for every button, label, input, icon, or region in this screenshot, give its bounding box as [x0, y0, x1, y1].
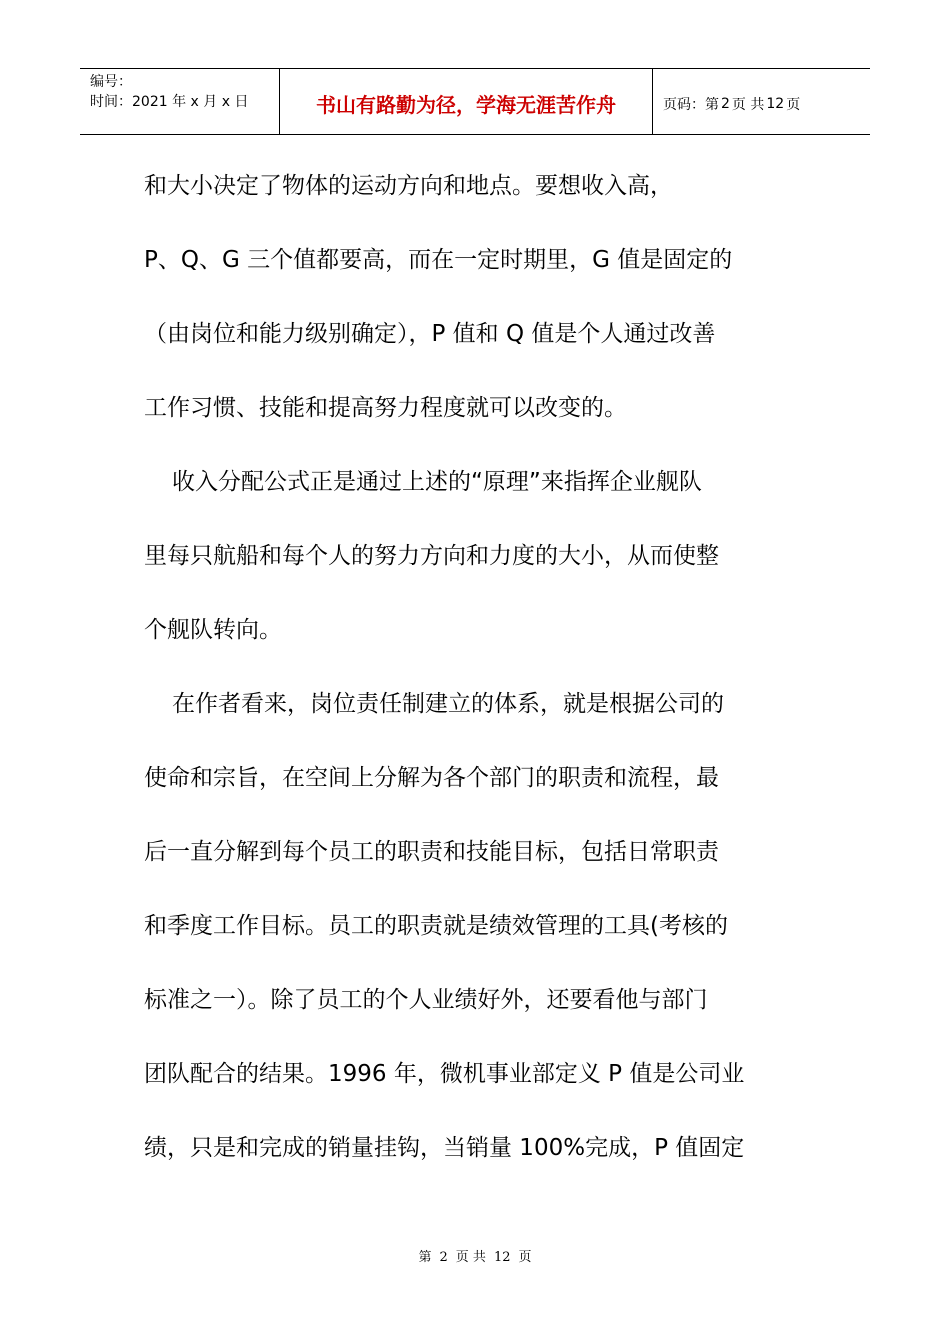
- footer-suffix: 页: [518, 1250, 532, 1265]
- number-label: 编号：: [90, 74, 132, 90]
- text-line: 里每只航船和每个人的努力方向和力度的大小，从而使整: [144, 543, 719, 569]
- header-page-current: 2: [721, 95, 730, 112]
- footer-mid: 页 共: [455, 1250, 486, 1265]
- header-page-prefix: 页码：第: [663, 96, 719, 113]
- text-line: 绩，只是和完成的销量挂钩，当销量 100%完成，P 值固定: [144, 1135, 745, 1161]
- text-line: （由岗位和能力级别确定），P 值和 Q 值是个人通过改善: [144, 321, 716, 347]
- header-page-suffix: 页: [786, 96, 801, 113]
- page-header: [80, 68, 870, 135]
- header-meta: [80, 69, 280, 134]
- paragraph-start-line: 在作者看来，岗位责任制建立的体系，就是根据公司的: [172, 691, 724, 717]
- footer-current: 2: [439, 1250, 448, 1265]
- text-line: 和大小决定了物体的运动方向和地点。要想收入高，: [144, 173, 673, 199]
- text-line: P、Q、G 三个值都要高，而在一定时期里，G 值是固定的: [144, 247, 733, 273]
- text-line: 工作习惯、技能和提高努力程度就可以改变的。: [144, 395, 627, 421]
- footer-total: 12: [493, 1250, 511, 1265]
- text-line: 个舰队转向。: [144, 617, 282, 643]
- header-page-total: 12: [766, 95, 785, 112]
- text-line: 标准之一）。除了员工的个人业绩好外，还要看他与部门: [144, 987, 708, 1013]
- footer-prefix: 第: [418, 1250, 432, 1265]
- text-line: 和季度工作目标。员工的职责就是绩效管理的工具(考核的: [144, 913, 728, 939]
- page-footer: [0, 1246, 950, 1265]
- body-text: [144, 160, 824, 1196]
- header-page-info: [653, 69, 870, 134]
- header-page-mid: 页 共: [731, 96, 765, 113]
- text-line: 团队配合的结果。1996 年，微机事业部定义 P 值是公司业: [144, 1061, 745, 1087]
- paragraph-start-line: 收入分配公式正是通过上述的“原理”来指挥企业舰队: [172, 469, 702, 495]
- text-line: 使命和宗旨，在空间上分解为各个部门的职责和流程，最: [144, 765, 719, 791]
- header-motto: 书山有路勤为径，学海无涯苦作舟: [280, 69, 653, 134]
- time-label: 时间：2021 年 x 月 x 日: [90, 94, 249, 110]
- text-line: 后一直分解到每个员工的职责和技能目标，包括日常职责: [144, 839, 719, 865]
